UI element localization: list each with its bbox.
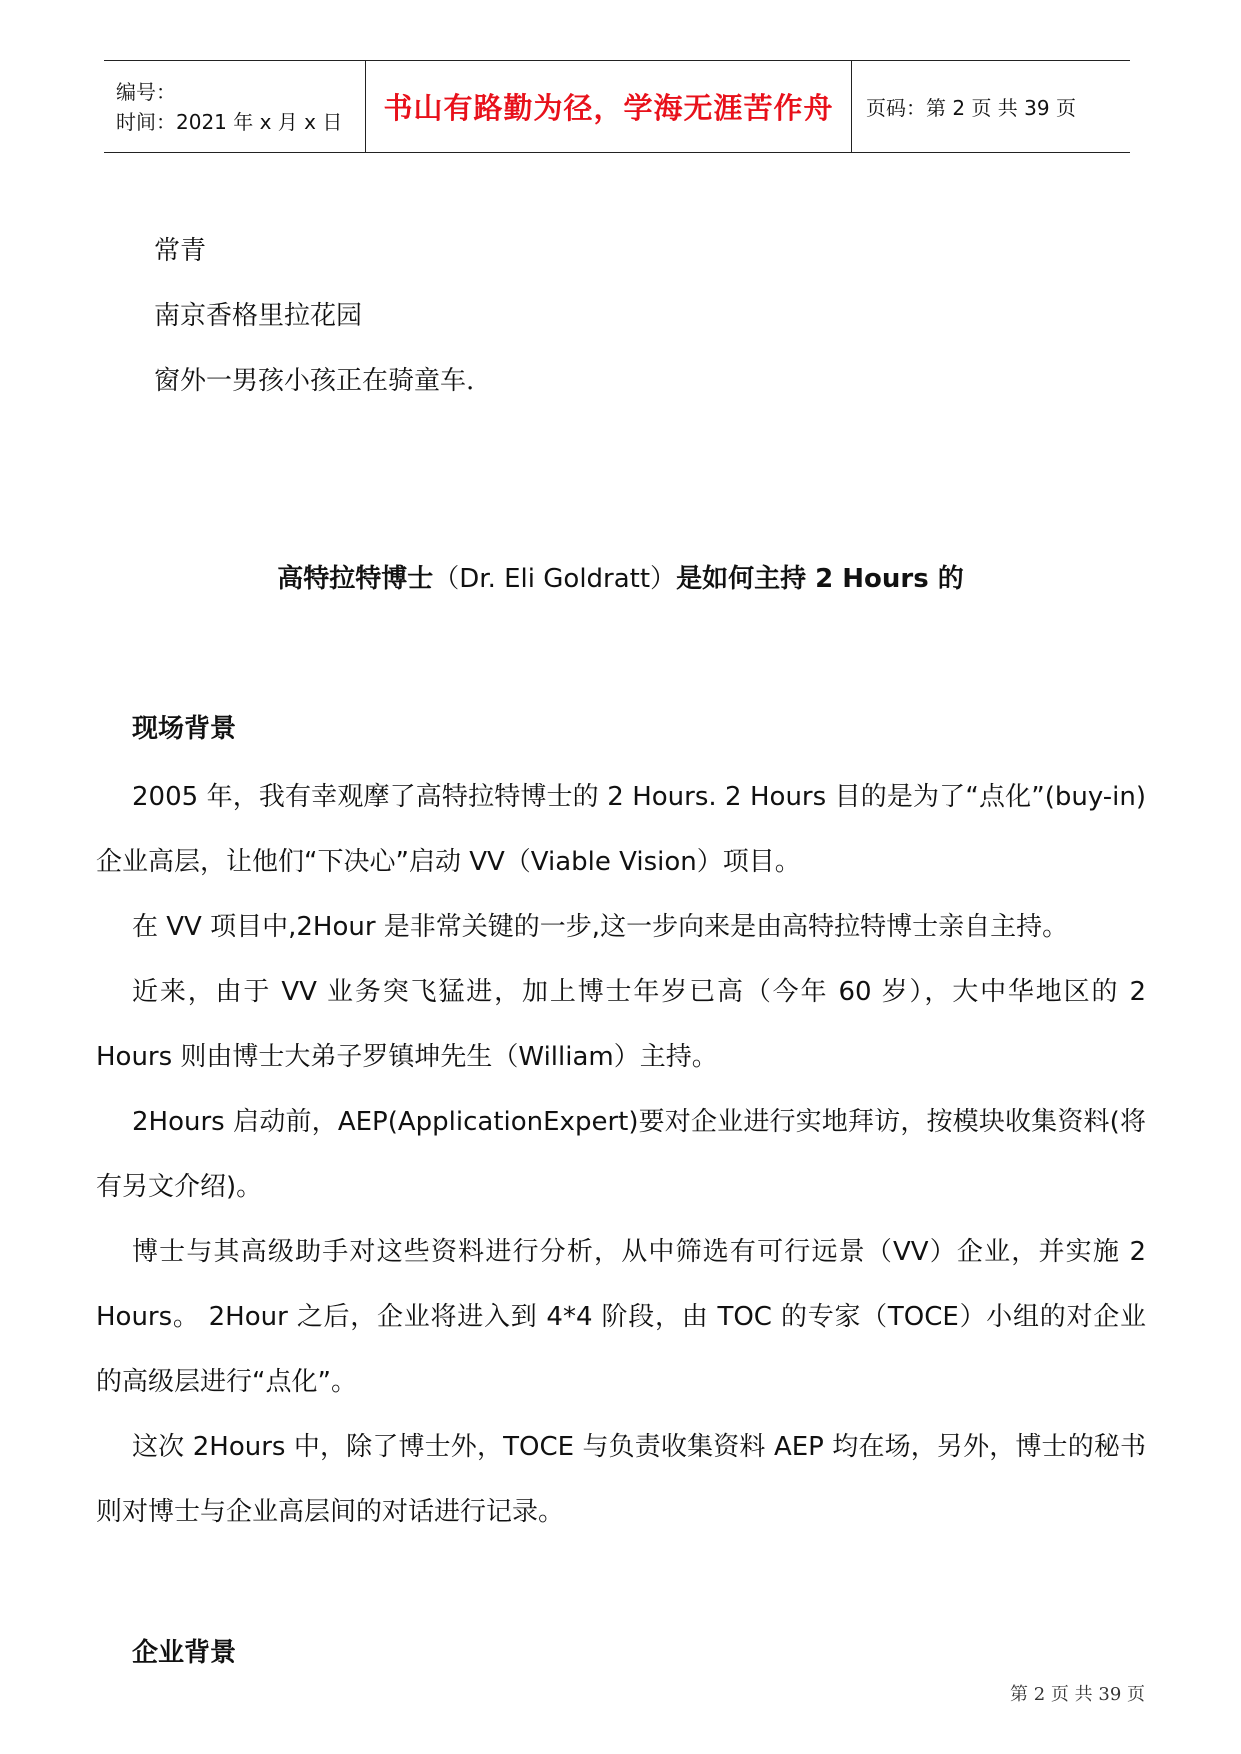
section-heading-scene: 现场背景 <box>132 714 237 744</box>
title-part-3: 是如何主持 2 Hours 的 <box>676 564 964 594</box>
paragraph: 这次 2Hours 中，除了博士外，TOCE 与负责收集资料 AEP 均在场，另外，博士的秘书则对博士与企业高层间的对话进行记录。 <box>96 1432 1146 1527</box>
header-page-cell <box>852 61 1130 152</box>
title-part-2: （Dr. Eli Goldratt） <box>433 564 677 594</box>
serial-label: 编号： <box>116 79 176 104</box>
paragraph: 近来，由于 VV 业务突飞猛进，加上博士年岁已高（今年 60 岁），大中华地区的 2 Hours 则由博士大弟子罗镇坤先生（William）主持。 <box>96 977 1146 1072</box>
page-footer: 第 2 页 共 39 页 <box>1010 1684 1145 1705</box>
intro-line-2: 南京香格里拉花园 <box>154 301 363 331</box>
header-meta <box>104 61 366 152</box>
page-label: 页码：第 2 页 共 39 页 <box>866 96 1076 120</box>
intro-line-3: 窗外一男孩小孩正在骑童车. <box>154 366 475 396</box>
header-motto-cell <box>366 61 852 152</box>
paragraph: 在 VV 项目中,2Hour 是非常关键的一步,这一步向来是由高特拉特博士亲自主持。 <box>132 912 1069 942</box>
page-header <box>104 60 1130 153</box>
time-label: 时间：2021 年 x 月 x 日 <box>116 109 343 134</box>
paragraph: 博士与其高级助手对这些资料进行分析，从中筛选有可行远景（VV）企业，并实施 2 Hours。 2Hour 之后，企业将进入到 4*4 阶段，由 TOC 的专家（TOCE）小组的对企业的高级层进行“点化”。 <box>96 1237 1146 1397</box>
paragraph: 2005 年，我有幸观摩了高特拉特博士的 2 Hours. 2 Hours 目的是为了“点化”(buy-in)企业高层，让他们“下决心”启动 VV（Viable Vision）项目。 <box>96 782 1146 877</box>
intro-line-1: 常青 <box>154 236 207 266</box>
motto-text: 书山有路勤为径，学海无涯苦作舟 <box>383 91 834 125</box>
paragraph: 2Hours 启动前，AEP(ApplicationExpert)要对企业进行实地拜访，按模块收集资料(将有另文介绍)。 <box>96 1107 1146 1202</box>
section-heading-company: 企业背景 <box>132 1638 237 1668</box>
body-text <box>96 765 1146 1545</box>
document-title <box>0 558 1241 595</box>
title-part-1: 高特拉特博士 <box>277 564 434 594</box>
